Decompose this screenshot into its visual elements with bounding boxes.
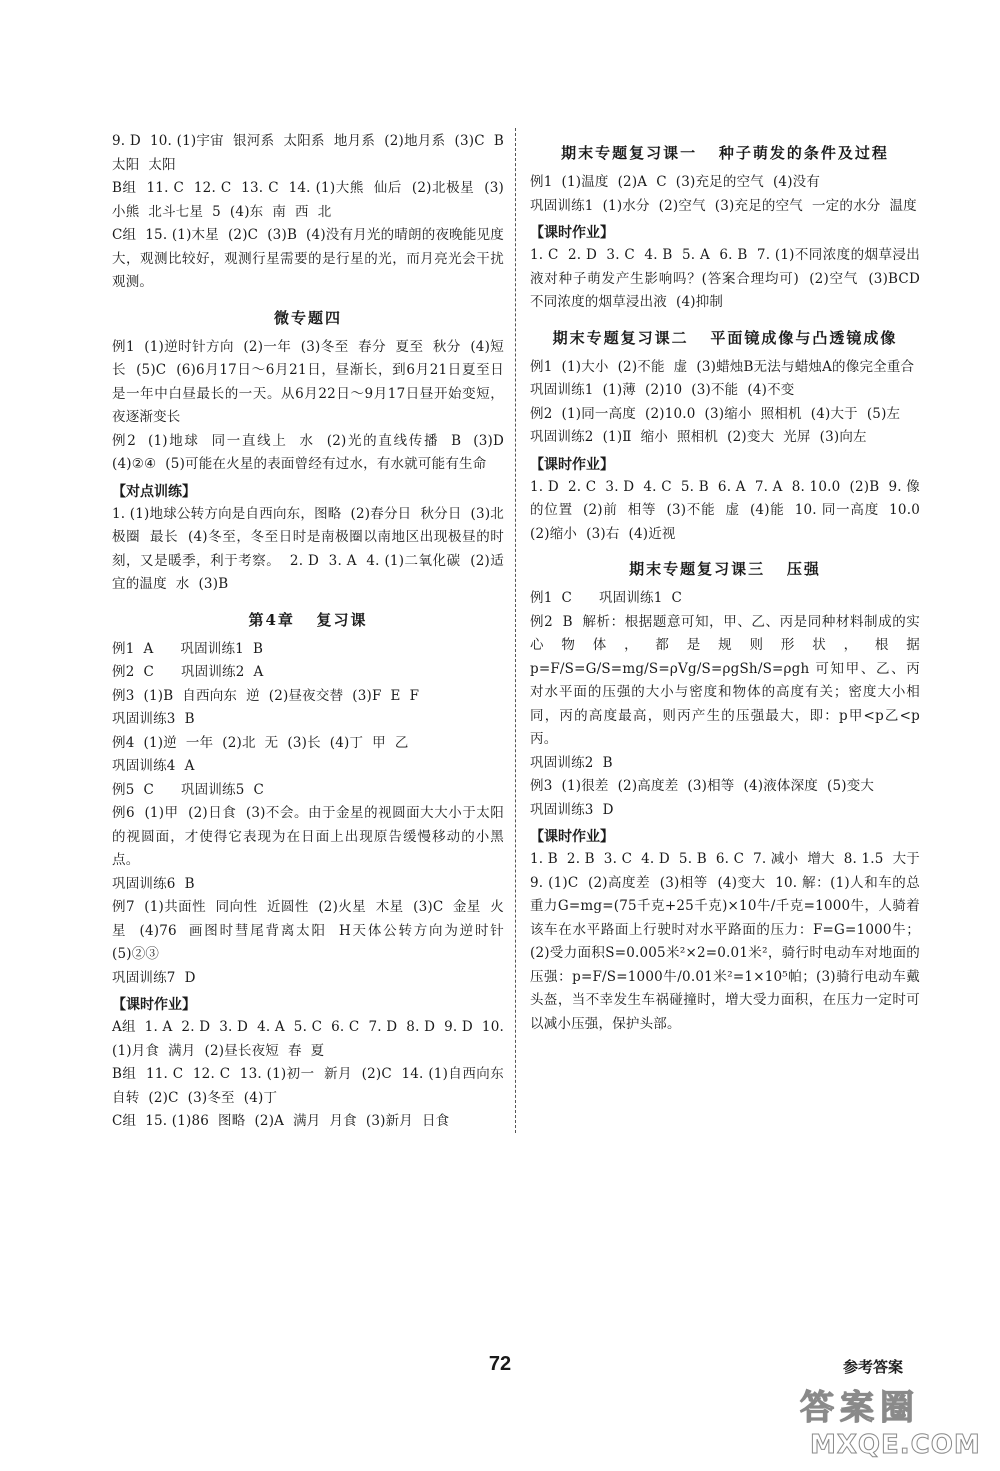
watermark-logo bbox=[800, 1380, 990, 1468]
watermark-top-text: 答案圈 bbox=[800, 1388, 920, 1428]
answer-paragraph: 巩固训练3 D bbox=[530, 801, 614, 818]
answer-paragraph: 例3 (1)B 自西向东 逆 (2)昼夜交替 (3)F E F bbox=[112, 687, 420, 704]
answer-paragraph: 巩固训练7 D bbox=[112, 969, 196, 986]
answer-paragraph: 例1 A 巩固训练1 B bbox=[112, 640, 264, 657]
answer-paragraph: 1. B 2. B 3. C 4. D 5. B 6. C 7. 减小 增大 8. 1.5 大于 9. (1)C (2)高度差 (3)相等 (4)变大 10. 解：(1)人和车的总重力G=mg=(75千克+25千克)×10牛/千克=1000牛，人骑着该车在水平路面上行驶时对水平路面的压力：F=G=1000牛；(2)受力面积S=0.005米²×2=0.01米²，骑行时电动车对地面的压强：p=F/S=1000牛/0.01米²=1×10⁵帕；(3)骑行电动车戴头盔，当不幸发生车祸碰撞时，增大受力面积，在压力一定时可以减小压强，保护头部。 bbox=[530, 851, 929, 1032]
answer-paragraph: 巩固训练1 (1)水分 (2)空气 (3)充足的空气 一定的水分 温度 bbox=[530, 197, 917, 214]
answer-paragraph: 巩固训练4 A bbox=[112, 758, 195, 774]
column-divider bbox=[515, 128, 517, 1133]
answer-paragraph: 例4 (1)逆 一年 (2)北 无 (3)长 (4)丁 甲 乙 bbox=[112, 734, 409, 751]
answer-paragraph: 巩固训练6 B bbox=[112, 875, 195, 892]
answer-paragraph: 例1 C 巩固训练1 C bbox=[530, 590, 683, 606]
answer-paragraph: 例5 C 巩固训练5 C bbox=[112, 781, 265, 798]
answer-paragraph: 例1 (1)逆时针方向 (2)一年 (3)冬至 春分 夏至 秋分 (4)短 长 (5)C (6)6月17日～6月21日，昼渐长，到6月21日夏至日是一年中白昼最长的一天。从6月22日～9月17日昼开始变短，夜逐渐变长 bbox=[112, 338, 513, 425]
answer-paragraph: 巩固训练2 B bbox=[530, 754, 613, 771]
answer-paragraph: 例2 (1)同一高度 (2)10.0 (3)缩小 照相机 (4)大于 (5)左 bbox=[530, 405, 901, 422]
answer-paragraph: 例2 B 解析：根据题意可知，甲、乙、丙是同种材料制成的实心物体，都是规则形状，根据 p=F/S=G/S=mg/S=ρVg/S=ρgSh/S=ρgh 可知甲、乙、丙对水平面的压强的大小与密度和物体的高度有关；密度大小相同，丙的高度最高，则丙产生的压强最大，即：p甲<p乙<p丙。 bbox=[530, 613, 925, 747]
section-heading: 期末专题复习课一 种子萌发的条件及过程 bbox=[561, 144, 889, 162]
answer-paragraph: 巩固训练3 B bbox=[112, 711, 195, 727]
answer-paragraph: 例2 (1)地球 同一直线上 水 (2)光的直线传播 B (3)D (4)②④ (5)可能在火星的表面曾经有过水，有水就可能有生命 bbox=[112, 432, 513, 472]
answer-paragraph: 例1 (1)温度 (2)A C (3)充足的空气 (4)没有 bbox=[530, 174, 821, 190]
answer-paragraph: B组 11. C 12. C 13. (1)初一 新月 (2)C 14. (1)自西向东 自转 (2)C (3)冬至 (4)丁 bbox=[112, 1066, 513, 1106]
answer-paragraph: 1. D 2. C 3. D 4. C 5. B 6. A 7. A 8. 10.0 (2)B 9. 像的位置 (2)前 相等 (3)不能 虚 (4)能 10. 同一高度 10.0 (2)缩小 (3)右 (4)近视 bbox=[530, 478, 929, 542]
section-heading: 微专题四 bbox=[273, 308, 342, 327]
answer-paragraph: 巩固训练1 (1)薄 (2)10 (3)不能 (4)不变 bbox=[530, 382, 795, 398]
answer-paragraph: 例7 (1)共面性 同向性 近圆性 (2)火星 木星 (3)C 金星 火星 (4)76 画图时彗尾背离太阳 H天体公转方向为逆时针 (5)②③ bbox=[112, 899, 513, 962]
answer-paragraph: 1. C 2. D 3. C 4. B 5. A 6. B 7. (1)不同浓度的烟草浸出液对种子萌发产生影响吗？(答案合理均可) (2)空气 (3)BCD 不同浓度的烟草浸出液 (4)抑制 bbox=[530, 247, 929, 310]
section-heading: 第4章 复习课 bbox=[248, 610, 368, 629]
section-heading: 期末专题复习课三 压强 bbox=[629, 560, 821, 578]
left-column bbox=[112, 130, 513, 1134]
right-column bbox=[530, 130, 929, 1036]
answer-paragraph: 1. (1)地球公转方向是自西向东，图略 (2)春分日 秋分日 (3)北极圈 最长 (4)冬至，冬至日时是南极圈以南地区出现极昼的时刻，又是暖季，利于考察。 2. D 3. A 4. (1)二氧化碳 (2)适宜的温度 水 (3)B bbox=[112, 505, 504, 592]
answer-paragraph: B组 11. C 12. C 13. C 14. (1)大熊 仙后 (2)北极星 (3)小熊 北斗七星 5 (4)东 南 西 北 bbox=[112, 180, 504, 220]
answer-paragraph: 例2 C 巩固训练2 A bbox=[112, 664, 264, 680]
footer-label: 参考答案 bbox=[843, 1358, 904, 1376]
answer-paragraph: 巩固训练2 (1)Ⅱ 缩小 照相机 (2)变大 光屏 (3)向左 bbox=[530, 429, 867, 445]
answer-paragraph: C组 15. (1)木星 (2)C (3)B (4)没有月光的晴朗的夜晚能见度大，观测比较好，观测行星需要的是行星的光，而月亮光会干扰观测。 bbox=[112, 227, 504, 290]
answer-paragraph: 例6 (1)甲 (2)日食 (3)不会。由于金星的视圆面大大小于太阳的视圆面，才使得它表现为在日面上出现原告缓慢移动的小黑点。 bbox=[112, 805, 504, 868]
answer-paragraph: C组 15. (1)86 图略 (2)A 满月 月食 (3)新月 日食 bbox=[112, 1113, 450, 1129]
answer-paragraph: 例1 (1)大小 (2)不能 虚 (3)蜡烛B无法与蜡烛A的像完全重合 bbox=[530, 358, 915, 375]
section-tag: 【课时作业】 bbox=[112, 997, 196, 1013]
section-tag: 【对点训练】 bbox=[112, 483, 196, 500]
watermark-url-text: MXQE.COM bbox=[810, 1430, 981, 1460]
section-tag: 【课时作业】 bbox=[530, 829, 614, 845]
answer-paragraph: 例3 (1)很差 (2)高度差 (3)相等 (4)液体深度 (5)变大 bbox=[530, 778, 875, 794]
page-number: 72 bbox=[488, 1353, 512, 1375]
section-tag: 【课时作业】 bbox=[530, 456, 614, 473]
section-tag: 【课时作业】 bbox=[530, 225, 614, 241]
section-heading: 期末专题复习课二 平面镜成像与凸透镜成像 bbox=[552, 328, 898, 347]
answer-paragraph: 9. D 10. (1)宇宙 银河系 太阳系 地月系 (2)地月系 (3)C B 太阳 太阳 bbox=[112, 133, 513, 173]
answer-paragraph: A组 1. A 2. D 3. D 4. A 5. C 6. C 7. D 8. D 9. D 10. (1)月食 满月 (2)昼长夜短 春 夏 bbox=[112, 1019, 509, 1059]
